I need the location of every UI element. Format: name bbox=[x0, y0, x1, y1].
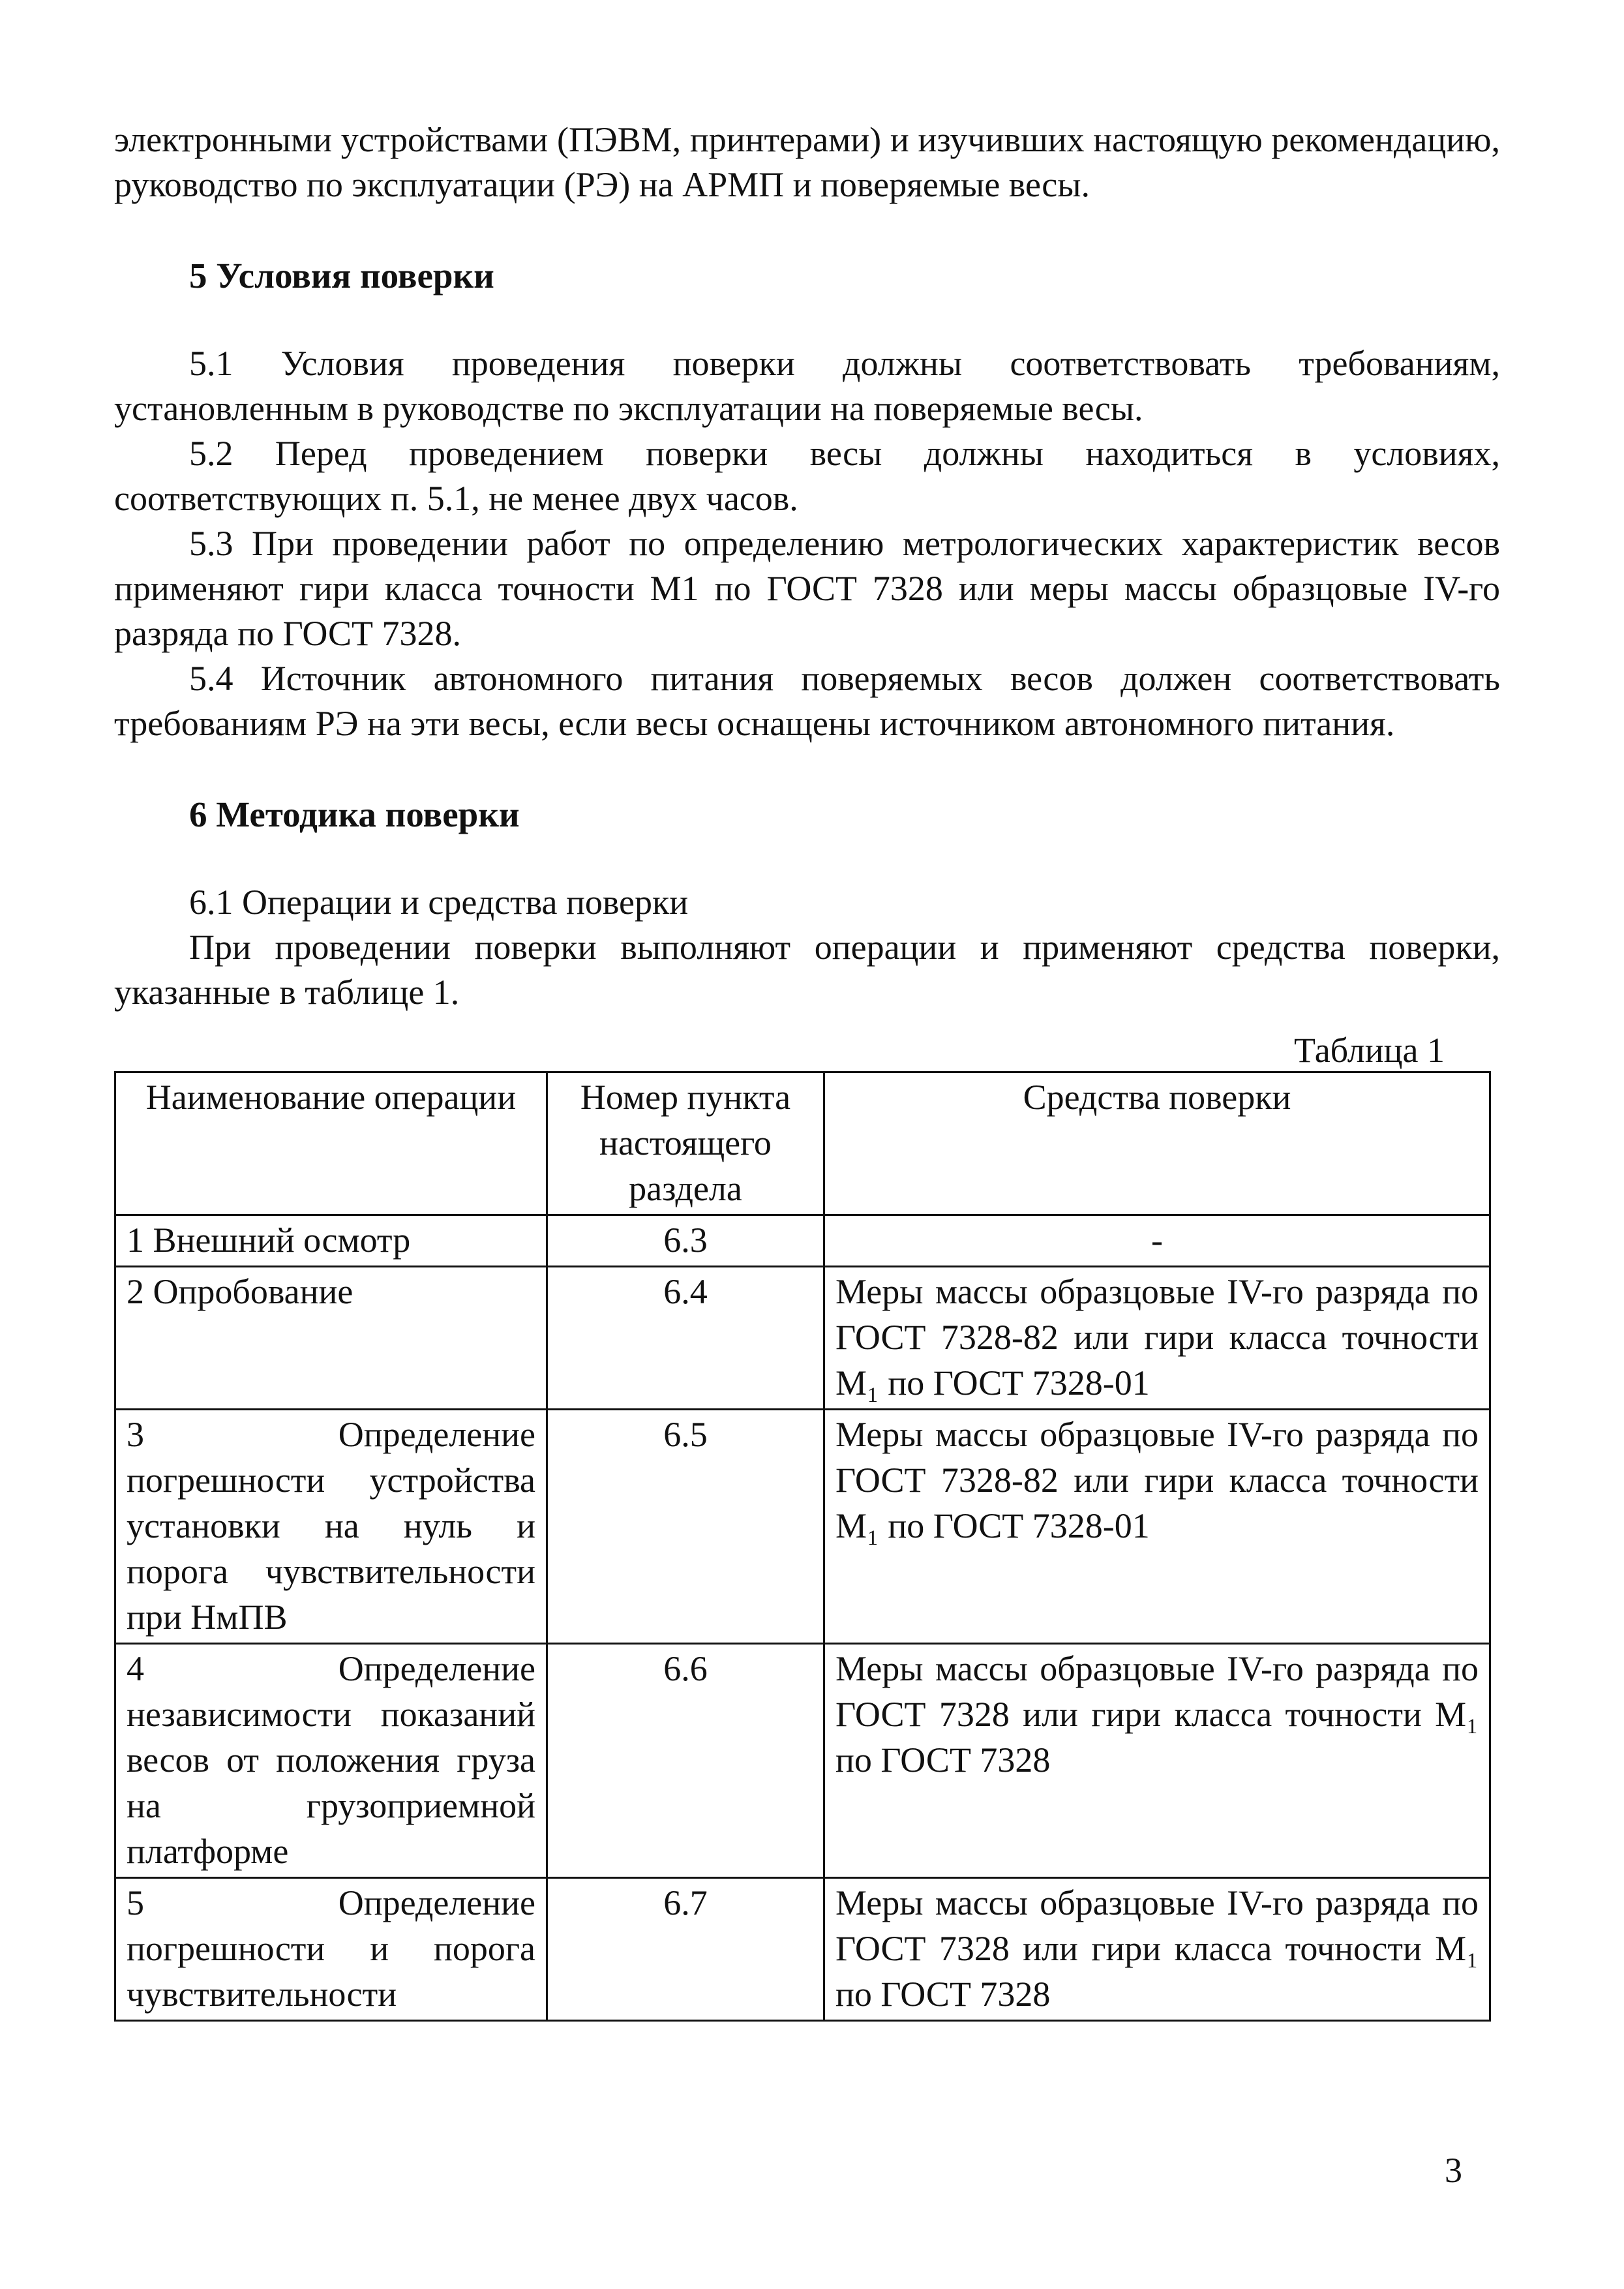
header-item-number: Номер пункта настоящего раздела bbox=[547, 1072, 824, 1215]
paragraph-5-3: 5.3 При проведении работ по определению метрологических характеристик весов применяют гири класса точности М1 по ГОСТ 7328 или меры массы образцовые IV-го разряда по ГОСТ 7328. bbox=[114, 524, 1500, 653]
row-3-item-number: 6.5 bbox=[547, 1410, 824, 1644]
paragraph-5-2: 5.2 Перед проведением поверки весы должны находиться в условиях, соответствующих п. 5.1, не менее двух часов. bbox=[114, 434, 1500, 518]
table-header-row bbox=[115, 1072, 1490, 1215]
row-2-item-number: 6.4 bbox=[547, 1267, 824, 1410]
header-operation-name: Наименование операции bbox=[115, 1072, 547, 1215]
row-3-operation: 3 Определение погрешности устройства установки на нуль и порога чувствительности при НмПВ bbox=[115, 1410, 547, 1644]
paragraph-5-1: 5.1 Условия проведения поверки должны соответствовать требованиям, установленным в руководстве по эксплуатации на поверяемые весы. bbox=[114, 344, 1500, 428]
row-2-means: Меры массы образцовые IV-го разряда по ГОСТ 7328-82 или гири класса точности М₁ по ГОСТ 7328-01 bbox=[824, 1267, 1490, 1410]
row-3-means: Меры массы образцовые IV-го разряда по ГОСТ 7328-82 или гири класса точности М₁ по ГОСТ 7328-01 bbox=[824, 1410, 1490, 1644]
document-page bbox=[114, 117, 1500, 2022]
operations-table bbox=[114, 1071, 1491, 2022]
page-number: 3 bbox=[1445, 2151, 1462, 2190]
row-2-operation: 2 Опробование bbox=[115, 1267, 547, 1410]
row-1-item-number: 6.3 bbox=[547, 1215, 824, 1267]
row-5-item-number: 6.7 bbox=[547, 1878, 824, 2021]
row-5-means: Меры массы образцовые IV-го разряда по ГОСТ 7328 или гири класса точности М₁ по ГОСТ 7328 bbox=[824, 1878, 1490, 2021]
table-row bbox=[115, 1215, 1490, 1267]
section-5-title: 5 Условия поверки bbox=[189, 256, 494, 296]
table-row bbox=[115, 1410, 1490, 1644]
paragraph-5-4: 5.4 Источник автономного питания поверяемых весов должен соответствовать требованиям РЭ на эти весы, если весы оснащены источником автономного питания. bbox=[114, 659, 1500, 743]
paragraph-6-1: При проведении поверки выполняют операции и применяют средства поверки, указанные в таблице 1. bbox=[114, 928, 1500, 1012]
table-row bbox=[115, 1644, 1490, 1878]
table-row bbox=[115, 1878, 1490, 2021]
row-5-operation: 5 Определение погрешности и порога чувствительности bbox=[115, 1878, 547, 2021]
subsection-6-1-title: 6.1 Операции и средства поверки bbox=[189, 883, 689, 922]
table-caption: Таблица 1 bbox=[1294, 1031, 1445, 1070]
row-4-means: Меры массы образцовые IV-го разряда по ГОСТ 7328 или гири класса точности М₁ по ГОСТ 7328 bbox=[824, 1644, 1490, 1878]
row-1-means: - bbox=[824, 1215, 1490, 1267]
row-1-operation: 1 Внешний осмотр bbox=[115, 1215, 547, 1267]
row-4-item-number: 6.6 bbox=[547, 1644, 824, 1878]
row-4-operation: 4 Определение независимости показаний весов от положения груза на грузоприемной платформе bbox=[115, 1644, 547, 1878]
table-row bbox=[115, 1267, 1490, 1410]
intro-paragraph: электронными устройствами (ПЭВМ, принтерами) и изучивших настоящую рекомендацию, руководство по эксплуатации (РЭ) на АРМП и поверяемые весы. bbox=[114, 120, 1500, 204]
section-6-title: 6 Методика поверки bbox=[189, 795, 520, 834]
header-verification-means: Средства поверки bbox=[824, 1072, 1490, 1215]
